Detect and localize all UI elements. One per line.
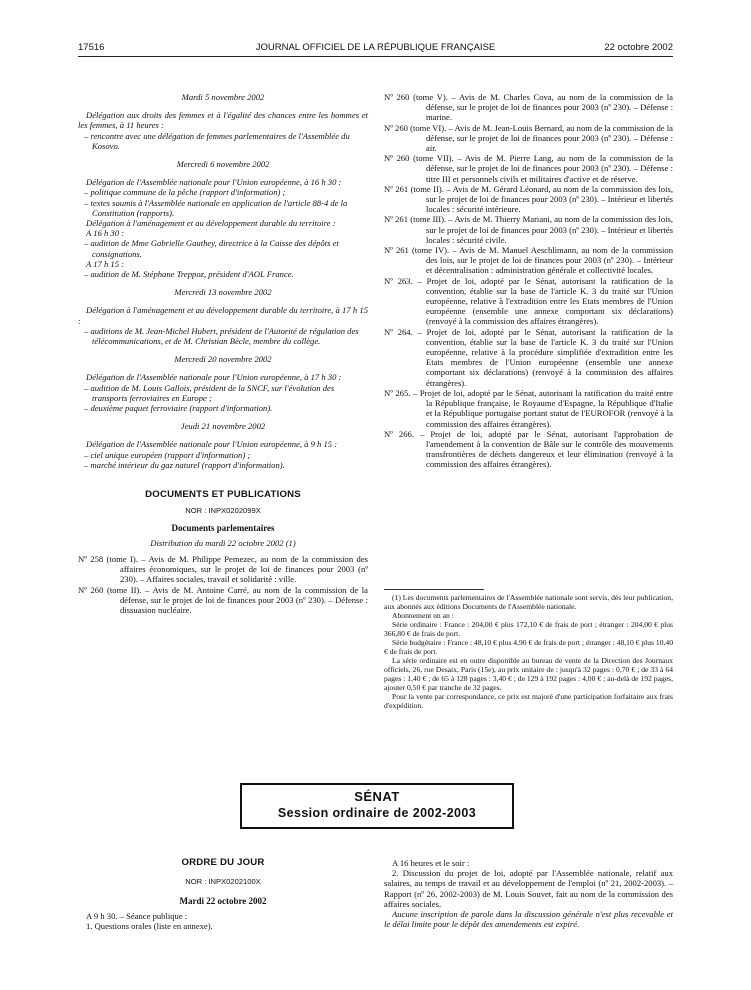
meeting-date: Jeudi 21 novembre 2002 bbox=[180, 421, 266, 432]
senat-banner bbox=[240, 783, 514, 829]
meeting-date: Mercredi 20 novembre 2002 bbox=[174, 354, 272, 365]
nor-reference: NOR : INPX0202100X bbox=[185, 877, 261, 887]
meeting-paragraph: Délégation de l'Assemblée nationale pour l'Union européenne, à 9 h 15 : bbox=[86, 439, 338, 450]
left-column bbox=[78, 92, 368, 615]
issue-date: 22 octobre 2002 bbox=[604, 42, 673, 53]
distribution-date: Distribution du mardi 22 octobre 2002 (1) bbox=[150, 537, 296, 548]
document-item: Nº 260 (tome II). – Avis de M. Antoine Carré, au nom de la commission de la défense, sur le projet de loi de finances pour 2003 (nº 230). – Défense : dissuasion nucléaire. bbox=[78, 584, 368, 615]
agenda-item: – audition de M. Louis Gallois, président de la SNCF, sur l'évolution des transports ferroviaires en Europe ; bbox=[84, 382, 335, 403]
meeting-time: A 16 h 30 : bbox=[86, 228, 125, 239]
agenda-item: – politique commune de la pêche (rapport d'information) ; bbox=[84, 187, 286, 198]
document-item: Nº 260 (tome V). – Avis de M. Charles Cova, au nom de la commission de la défense, sur le projet de loi de finances pour 2003 (nº 230). – Défense : marine. bbox=[384, 92, 673, 123]
meeting-paragraph: Délégation à l'aménagement et au développement durable du territoire, à 17 h 15 : bbox=[78, 305, 368, 326]
meeting-time: A 17 h 15 : bbox=[86, 258, 125, 269]
ordre-left-column bbox=[78, 858, 368, 931]
right-column bbox=[384, 92, 673, 470]
document-item: Nº 260 (tome VII). – Avis de M. Pierre Lang, au nom de la commission de la défense, sur le projet de loi de finances pour 2003 (nº 230). – Défense : titre III et personnels civils et militaires d'active et de réserve. bbox=[384, 153, 673, 184]
footnote-text: Abonnement un an : bbox=[392, 611, 454, 620]
agenda-item: – deuxième paquet ferroviaire (rapport d'information). bbox=[84, 403, 273, 414]
ordre-heading: ORDRE DU JOUR bbox=[181, 857, 265, 868]
document-item: Nº 261 (tome II). – Avis de M. Gérard Léonard, au nom de la commission des lois, sur le projet de loi de finances pour 2003 (nº 230). – Intérieur et libertés locales : sécurité intérieure. bbox=[384, 183, 673, 215]
agenda-item: – ciel unique européen (rapport d'information) ; bbox=[84, 449, 251, 460]
footnote-text: La série ordinaire est en outre disponible au bureau de vente de la Direction des Journaux officiels, 26, rue Desaix, Paris (15e), au prix unitaire de : jusqu'à 32 pages : 0,70 € ; de 33 à 64 pages : 1,40 € ; de 65 à 128 pages : 3,40 € ; de 129 à 192 pages : 4,00 € ; au-delà de 192 pages, ajouter 0,50 € par tranche de 32 pages. bbox=[384, 656, 673, 692]
ordre-line: A 9 h 30. – Séance publique : bbox=[86, 910, 188, 921]
subsection-heading: Documents parlementaires bbox=[171, 522, 275, 533]
agenda-item: – rencontre avec une délégation de femmes parlementaires de l'Assemblée du Kosovo. bbox=[84, 130, 350, 151]
footnote-text: (1) Les documents parlementaires de l'Assemblée nationale sont servis, dès leur publication, aux abonnés aux éditions Documents de l'Assemblée nationale. bbox=[384, 593, 673, 611]
meeting-date: Mardi 5 novembre 2002 bbox=[181, 92, 265, 102]
ordre-paragraph: 2. Discussion du projet de loi, adopté par l'Assemblée nationale, relatif aux salaires, au temps de travail et au développement de l'emploi (nº 21, 2002-2003). – Rapport (nº 26, 2002-2003) de M. Louis Souvet, fait au nom de la commission des affaires sociales. bbox=[384, 868, 673, 909]
header-rule bbox=[78, 56, 673, 57]
page-header bbox=[78, 40, 673, 56]
agenda-item: – auditions de M. Jean-Michel Hubert, président de l'Autorité de régulation des télécommunications, et de M. Christian Bècle, membre du collège. bbox=[84, 325, 359, 347]
journal-title: JOURNAL OFFICIEL DE LA RÉPUBLIQUE FRANÇAISE bbox=[255, 42, 496, 53]
footnote-block bbox=[384, 589, 673, 710]
meeting-paragraph: Délégation de l'Assemblée nationale pour l'Union européenne, à 17 h 30 : bbox=[86, 372, 342, 383]
agenda-item: – marché intérieur du gaz naturel (rapport d'information). bbox=[84, 459, 285, 470]
document-item: Nº 258 (tome I). – Avis de M. Philippe Pemezec, au nom de la commission des affaires économiques, sur le projet de loi de finances pour 2003 (nº 230). – Affaires sociales, travail et solidarité : ville. bbox=[78, 553, 368, 585]
footnote-rule bbox=[384, 589, 484, 590]
meeting-date: Mercredi 6 novembre 2002 bbox=[176, 159, 270, 170]
section-heading: DOCUMENTS ET PUBLICATIONS bbox=[145, 489, 301, 501]
agenda-item: – audition de Mme Gabrielle Gauthey, directrice à la Caisse des dépôts et consignations. bbox=[84, 238, 339, 259]
document-item: Nº 260 (tome VI). – Avis de M. Jean-Louis Bernard, au nom de la commission de la défense, sur le projet de loi de finances pour 2003 (nº 230). – Défense : air. bbox=[384, 122, 673, 154]
footnote-text: Série budgétaire : France : 48,10 € plus 4,90 € de frais de port ; étranger : 48,10 € plus 10,40 € de frais de port. bbox=[384, 638, 673, 656]
meeting-paragraph: Délégation aux droits des femmes et à l'égalité des chances entre les hommes et les femmes, à 11 heures : bbox=[78, 110, 368, 131]
footnote-text: Série ordinaire : France : 204,00 € plus 172,10 € de frais de port ; étranger : 204,00 € plus 366,80 € de frais de port. bbox=[384, 620, 673, 638]
ordre-line: 1. Questions orales (liste en annexe). bbox=[86, 920, 213, 931]
document-item: Nº 261 (tome III). – Avis de M. Thierry Mariani, au nom de la commission des lois, sur le projet de loi de finances pour 2003 (nº 230). – Intérieur et libertés locales : sécurité civile. bbox=[384, 214, 673, 245]
ordre-line: A 16 heures et le soir : bbox=[392, 858, 470, 868]
meeting-paragraph: Délégation de l'Assemblée nationale pour l'Union européenne, à 16 h 30 : bbox=[86, 177, 342, 188]
ordre-right-column bbox=[384, 858, 673, 929]
page-number: 17516 bbox=[78, 42, 105, 53]
agenda-item: – audition de M. Stéphane Treppoz, président d'AOL France. bbox=[84, 269, 294, 280]
document-item: Nº 265. – Projet de loi, adopté par le Sénat, autorisant la ratification du traité entre la République française, le Royaume d'Espagne, la République d'Italie et la République portugaise portant statut de l'EUROFOR (renvoyé à la commission des affaires étrangères). bbox=[384, 387, 673, 429]
agenda-item: – textes soumis à l'Assemblée nationale en application de l'article 88-4 de la Constitution (rapports). bbox=[84, 197, 348, 218]
nor-reference: NOR : INPX0202099X bbox=[185, 506, 261, 516]
document-item: Nº 261 (tome IV). – Avis de M. Manuel Aeschlimann, au nom de la commission des lois, sur le projet de loi de finances pour 2003 (nº 230). – Intérieur et décentralisation : administration générale et collectivité locales. bbox=[384, 245, 673, 276]
ordre-note: Aucune inscription de parole dans la discussion générale n'est plus recevable et le délai limite pour le dépôt des amendements est expiré. bbox=[384, 909, 673, 930]
document-item: Nº 263. – Projet de loi, adopté par le Sénat, autorisant la ratification de la convention, établie sur la base de l'article K. 3 du traité sur l'Union européenne, relative à l'extradition entre les Etats membres de l'Union européenne (ensemble une annexe comportant six déclarations) (renvoyé à la commission des affaires étrangères). bbox=[384, 275, 673, 327]
senat-session: Session ordinaire de 2002-2003 bbox=[277, 806, 477, 820]
document-item: Nº 264. – Projet de loi, adopté par le Sénat, autorisant la ratification de la convention, établie sur la base de l'article K. 3 du traité sur l'Union européenne, relative à la procédure simplifiée d'extradition entre les Etats membres de l'Union européenne (ensemble une annexe comportant six déclarations) (renvoyé à la commission des affaires étrangères). bbox=[384, 326, 673, 388]
ordre-date: Mardi 22 octobre 2002 bbox=[179, 896, 267, 907]
senat-title: SÉNAT bbox=[354, 789, 400, 804]
meeting-paragraph: Délégation à l'aménagement et au développement durable du territoire : bbox=[86, 218, 336, 229]
footnote-text: Pour la vente par correspondance, ce prix est majoré d'une participation forfaitaire aux frais d'expédition. bbox=[384, 692, 673, 710]
document-item: Nº 266. – Projet de loi, adopté par le Sénat, autorisant l'approbation de l'amendement à la convention de Bâle sur le contrôle des mouvements transfrontières de déchets dangereux et leur élimination (renvoyé à la commission des affaires étrangères). bbox=[384, 428, 673, 470]
meeting-date: Mercredi 13 novembre 2002 bbox=[174, 287, 272, 298]
